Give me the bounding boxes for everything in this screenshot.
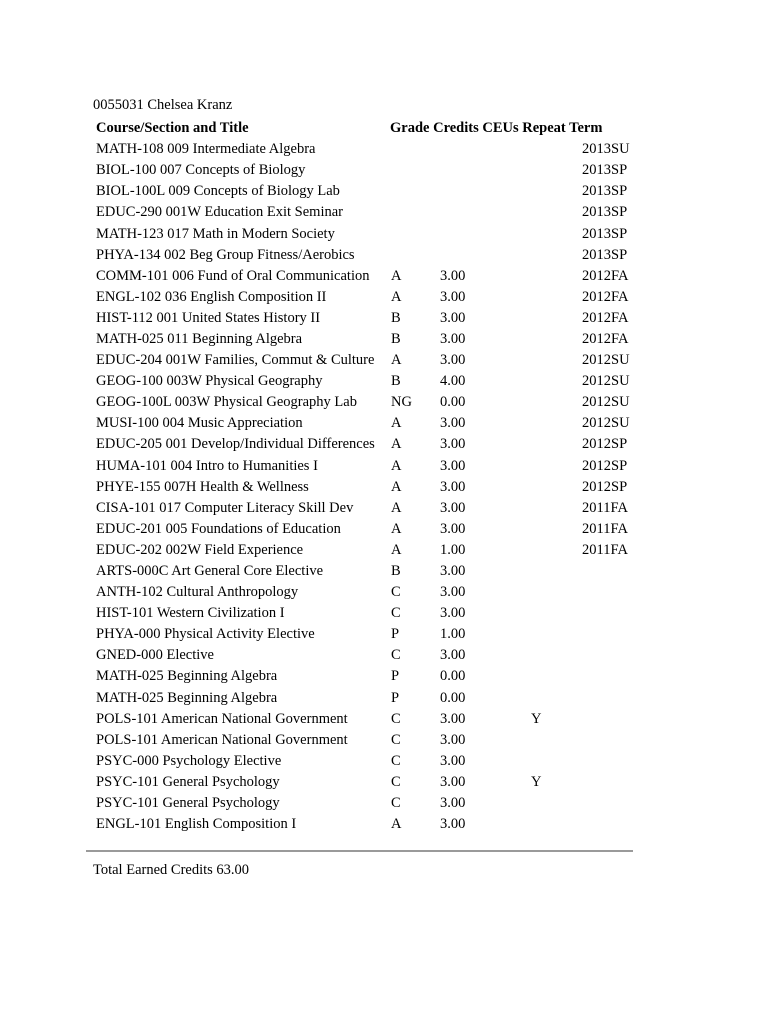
cell-course: PSYC-101 General Psychology [96,795,280,812]
cell-repeat [531,645,582,666]
cell-repeat [531,287,582,308]
cell-repeat [531,603,582,624]
table-row [93,751,642,772]
cell-repeat [531,413,582,434]
cell-term [582,666,642,687]
cell-term: 2012FA [582,309,629,326]
cell-repeat [531,350,582,371]
cell-grade [391,202,435,223]
cell-credits [435,223,531,244]
cell-course: HUMA-101 004 Intro to Humanities I [96,457,318,474]
cell-course: MATH-025 011 Beginning Algebra [96,330,303,347]
cell-grade: A [391,288,402,305]
cell-grade: A [391,816,402,833]
cell-grade: B [391,309,401,326]
cell-grade [391,223,435,244]
cell-term [582,582,642,603]
cell-course: EDUC-290 001W Education Exit Seminar [96,204,343,221]
cell-repeat [531,540,582,561]
table-row [93,772,642,793]
cell-term: 2013SP [582,162,628,179]
cell-term [582,688,642,709]
cell-credits: 3.00 [440,499,466,516]
cell-credits: 3.00 [440,457,466,474]
cell-grade: C [391,710,401,727]
cell-term [582,561,642,582]
cell-credits: 3.00 [440,415,466,432]
table-row [93,477,642,498]
transcript-rows [93,139,642,835]
cell-grade: A [391,352,402,369]
cell-grade: C [391,647,401,664]
cell-grade [391,245,435,266]
cell-repeat [531,814,582,835]
cell-repeat [531,730,582,751]
cell-repeat [531,371,582,392]
table-row [93,266,642,287]
cell-credits: 3.00 [440,520,466,537]
cell-repeat [531,751,582,772]
cell-credits: 3.00 [440,605,466,622]
total-earned-credits: Total Earned Credits 63.00 [93,862,250,878]
cell-course: BIOL-100L 009 Concepts of Biology Lab [96,183,340,200]
table-row [93,329,642,350]
cell-course: GEOG-100L 003W Physical Geography Lab [96,394,357,411]
header-ceus-label: CEUs [482,120,519,136]
cell-term [582,751,642,772]
cell-grade: B [391,563,401,580]
cell-repeat [531,519,582,540]
cell-course: MATH-108 009 Intermediate Algebra [96,141,316,158]
cell-grade: C [391,752,401,769]
cell-course: CISA-101 017 Computer Literacy Skill Dev [96,499,354,516]
cell-term [582,772,642,793]
cell-term [582,730,642,751]
cell-grade: NG [391,394,412,411]
cell-course: HIST-112 001 United States History II [96,309,321,326]
cell-repeat [531,666,582,687]
cell-term: 2011FA [582,520,628,537]
table-row [93,181,642,202]
cell-course: COMM-101 006 Fund of Oral Communication [96,267,370,284]
cell-term: 2012FA [582,288,629,305]
cell-credits: 3.00 [440,731,466,748]
cell-term: 2013SU [582,141,630,158]
cell-credits: 4.00 [440,373,466,390]
cell-grade: P [391,668,400,685]
cell-grade: A [391,520,402,537]
table-row [93,139,642,160]
cell-course: PHYE-155 007H Health & Wellness [96,478,309,495]
cell-credits: 0.00 [440,668,466,685]
cell-credits [435,139,531,160]
table-row [93,624,642,645]
cell-term [582,603,642,624]
cell-repeat [531,392,582,413]
cell-credits: 3.00 [440,478,466,495]
cell-grade: A [391,541,402,558]
cell-course: MATH-025 Beginning Algebra [96,689,278,706]
cell-credits: 3.00 [440,352,466,369]
cell-term: 2012SP [582,478,628,495]
cell-term: 2012SU [582,352,630,369]
table-row [93,308,642,329]
header-course: Course/Section and Title [96,120,249,137]
cell-course: MUSI-100 004 Music Appreciation [96,415,303,432]
cell-credits: 3.00 [440,267,466,284]
table-row [93,582,642,603]
cell-credits: 3.00 [440,647,466,664]
table-row [93,793,642,814]
cell-credits: 3.00 [440,436,466,453]
cell-course: PSYC-101 General Psychology [96,773,280,790]
cell-credits [435,181,531,202]
student-header [93,95,232,115]
table-row [93,245,642,266]
cell-course: PHYA-134 002 Beg Group Fitness/Aerobics [96,246,355,263]
table-row [93,287,642,308]
cell-grade [391,139,435,160]
cell-grade [391,160,435,181]
cell-term: 2012FA [582,267,629,284]
cell-repeat [531,793,582,814]
cell-grade: A [391,267,402,284]
cell-grade: A [391,415,402,432]
table-row [93,434,642,455]
cell-course: GEOG-100 003W Physical Geography [96,373,323,390]
table-row [93,160,642,181]
cell-repeat [531,477,582,498]
cell-term: 2012SP [582,436,628,453]
cell-credits: 3.00 [440,563,466,580]
cell-grade: C [391,731,401,748]
table-row [93,392,642,413]
header-repeat-label: Repeat [522,120,566,136]
cell-grade: A [391,436,402,453]
cell-course: POLS-101 American National Government [96,731,348,748]
cell-course: GNED-000 Elective [96,647,214,664]
cell-credits: 3.00 [440,795,466,812]
cell-repeat [531,223,582,244]
cell-credits: 1.00 [440,626,466,643]
cell-credits: 0.00 [440,689,466,706]
cell-course: PHYA-000 Physical Activity Elective [96,626,315,643]
cell-credits: 3.00 [440,710,466,727]
cell-repeat [531,308,582,329]
cell-repeat [531,582,582,603]
table-row [93,498,642,519]
table-row [93,519,642,540]
cell-course: EDUC-205 001 Develop/Individual Differences [96,436,375,453]
cell-credits: 3.00 [440,330,466,347]
cell-grade: C [391,795,401,812]
table-row [93,666,642,687]
cell-credits: 3.00 [440,584,466,601]
cell-grade: P [391,626,400,643]
cell-course: HIST-101 Western Civilization I [96,605,285,622]
cell-term [582,624,642,645]
cell-repeat [531,245,582,266]
cell-course: MATH-123 017 Math in Modern Society [96,225,335,242]
cell-credits: 3.00 [440,752,466,769]
header-term-label: Term [569,120,603,136]
table-row [93,223,642,244]
cell-credits: 3.00 [440,309,466,326]
cell-term: 2012SU [582,373,630,390]
cell-credits: 3.00 [440,288,466,305]
cell-repeat [531,434,582,455]
table-row [93,371,642,392]
table-row [93,413,642,434]
table-row [93,709,642,730]
cell-credits: 1.00 [440,541,466,558]
cell-repeat [531,139,582,160]
cell-term: 2012SU [582,394,630,411]
table-row [93,202,642,223]
cell-repeat: Y [531,773,542,790]
cell-grade: A [391,478,402,495]
cell-repeat [531,688,582,709]
cell-repeat [531,266,582,287]
table-row [93,561,642,582]
header-credits-label: Credits [433,120,479,136]
cell-repeat [531,160,582,181]
cell-grade: C [391,773,401,790]
cell-course: ENGL-102 036 English Composition II [96,288,327,305]
cell-grade: B [391,330,401,347]
column-headers [390,118,602,139]
cell-term [582,709,642,730]
cell-course: ANTH-102 Cultural Anthropology [96,584,299,601]
student-id: 0055031 [93,97,144,113]
table-row [93,350,642,371]
student-name: Chelsea Kranz [147,97,233,113]
cell-term: 2013SP [582,246,628,263]
cell-grade: P [391,689,400,706]
cell-term: 2011FA [582,499,628,516]
cell-course: ENGL-101 English Composition I [96,816,297,833]
table-row [93,645,642,666]
cell-credits: 3.00 [440,816,466,833]
cell-term [582,814,642,835]
table-row [93,456,642,477]
table-row [93,814,642,835]
table-row [93,730,642,751]
cell-term: 2012FA [582,330,629,347]
cell-repeat [531,202,582,223]
cell-grade: C [391,584,401,601]
cell-course: POLS-101 American National Government [96,710,348,727]
table-row [93,603,642,624]
cell-term [582,793,642,814]
cell-term: 2013SP [582,225,628,242]
cell-term: 2012SU [582,415,630,432]
cell-course: MATH-025 Beginning Algebra [96,668,278,685]
cell-repeat [531,329,582,350]
cell-repeat [531,456,582,477]
cell-term: 2013SP [582,183,628,200]
cell-term: 2013SP [582,204,628,221]
cell-grade [391,181,435,202]
cell-grade: B [391,373,401,390]
cell-credits: 3.00 [440,773,466,790]
cell-credits [435,245,531,266]
cell-course: EDUC-204 001W Families, Commut & Culture [96,352,375,369]
cell-grade: C [391,605,401,622]
cell-repeat [531,624,582,645]
cell-course: BIOL-100 007 Concepts of Biology [96,162,306,179]
cell-credits [435,202,531,223]
cell-term [582,645,642,666]
cell-course: EDUC-201 005 Foundations of Education [96,520,341,537]
cell-grade: A [391,457,402,474]
cell-term: 2012SP [582,457,628,474]
cell-credits [435,160,531,181]
cell-grade: A [391,499,402,516]
cell-course: EDUC-202 002W Field Experience [96,541,304,558]
cell-repeat [531,498,582,519]
header-grade-label: Grade [390,120,430,136]
cell-credits: 0.00 [440,394,466,411]
cell-course: ARTS-000C Art General Core Elective [96,563,324,580]
cell-repeat: Y [531,710,542,727]
cell-repeat [531,181,582,202]
table-row [93,540,642,561]
cell-course: PSYC-000 Psychology Elective [96,752,282,769]
cell-term: 2011FA [582,541,628,558]
transcript-table [93,118,642,835]
table-row [93,688,642,709]
divider-line [86,850,633,852]
cell-repeat [531,561,582,582]
